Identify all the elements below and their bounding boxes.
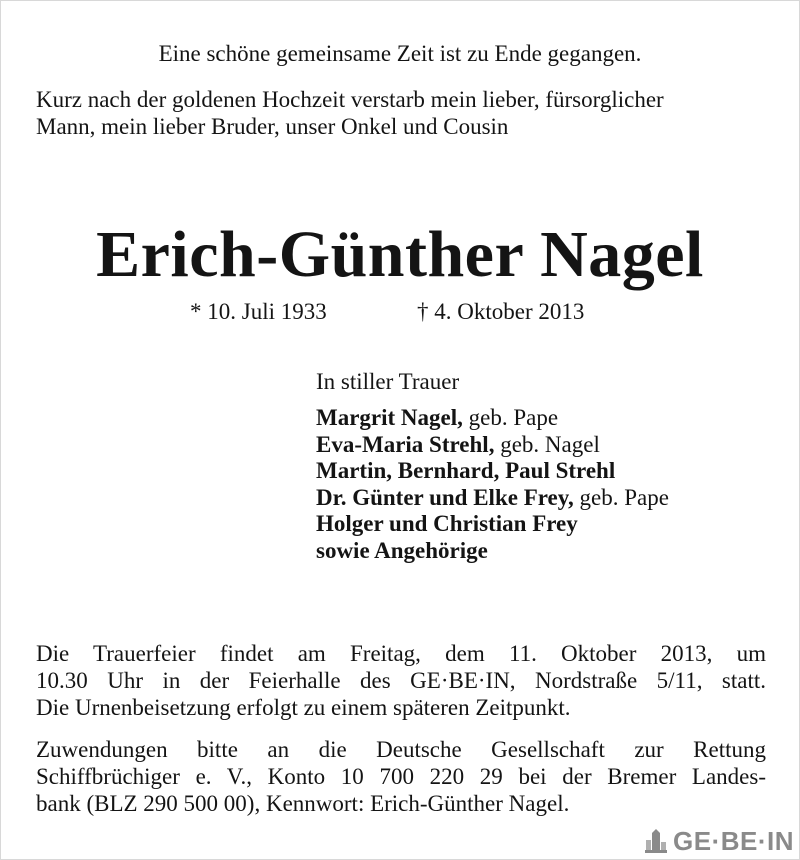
- mourner-suffix: geb. Pape: [573, 484, 669, 510]
- mourner-name: Eva-Maria Strehl,: [316, 431, 495, 457]
- publisher-logo: [643, 826, 794, 856]
- funeral-info-line: 10.30 Uhr in der Feierhalle des GE·BE·IN, Nordstraße 5/11, statt.: [36, 668, 766, 693]
- mourner-name: sowie Angehörige: [316, 537, 488, 563]
- funeral-info-line: Die Urnenbeisetzung erfolgt zu einem späteren Zeitpunkt.: [36, 695, 571, 720]
- lead-line: Kurz nach der goldenen Hochzeit verstarb mein lieber, fürsorglicher: [36, 87, 664, 112]
- donation-info-line: Schiffbrüchiger e. V., Konto 10 700 220 29 bei der Bremer Landes-: [36, 764, 766, 789]
- intro-line: Eine schöne gemeinsame Zeit ist zu Ende gegangen.: [158, 41, 642, 66]
- mourner-suffix: geb. Nagel: [494, 431, 600, 457]
- mourner-row: [316, 485, 786, 512]
- donation-info-line: Zuwendungen bitte an die Deutsche Gesellschaft zur Rettung: [36, 737, 766, 762]
- mourner-name: Martin, Bernhard, Paul Strehl: [316, 458, 616, 483]
- memorial-icon: [643, 828, 669, 854]
- mourner-name: Margrit Nagel,: [316, 405, 463, 430]
- funeral-info: [36, 640, 766, 721]
- mourner-row: [316, 538, 786, 565]
- logo-text: GE·BE·IN: [673, 825, 794, 856]
- mourner-row: [316, 511, 786, 538]
- mourner-row: [316, 458, 786, 485]
- birth-date: * 10. Juli 1933: [190, 299, 327, 324]
- deceased-name: Erich-Günther Nagel: [96, 218, 704, 291]
- lead-line: Mann, mein lieber Bruder, unser Onkel und Cousin: [36, 114, 509, 139]
- donation-info-line: bank (BLZ 290 500 00), Kennwort: Erich-Günther Nagel.: [36, 791, 570, 816]
- mourner-row: [316, 432, 786, 459]
- mourner-row: [316, 405, 786, 432]
- mourning-heading: In stiller Trauer: [316, 369, 460, 394]
- funeral-info-line: Die Trauerfeier findet am Freitag, dem 11. Oktober 2013, um: [36, 641, 766, 666]
- mourner-name: Holger und Christian Frey: [316, 511, 578, 536]
- mourners-list: [316, 405, 786, 564]
- mourner-suffix: geb. Pape: [462, 405, 559, 430]
- lead-text: [36, 86, 776, 140]
- death-date: † 4. Oktober 2013: [417, 299, 585, 324]
- donation-info: [36, 736, 766, 817]
- mourner-name: Dr. Günter und Elke Frey,: [316, 484, 574, 510]
